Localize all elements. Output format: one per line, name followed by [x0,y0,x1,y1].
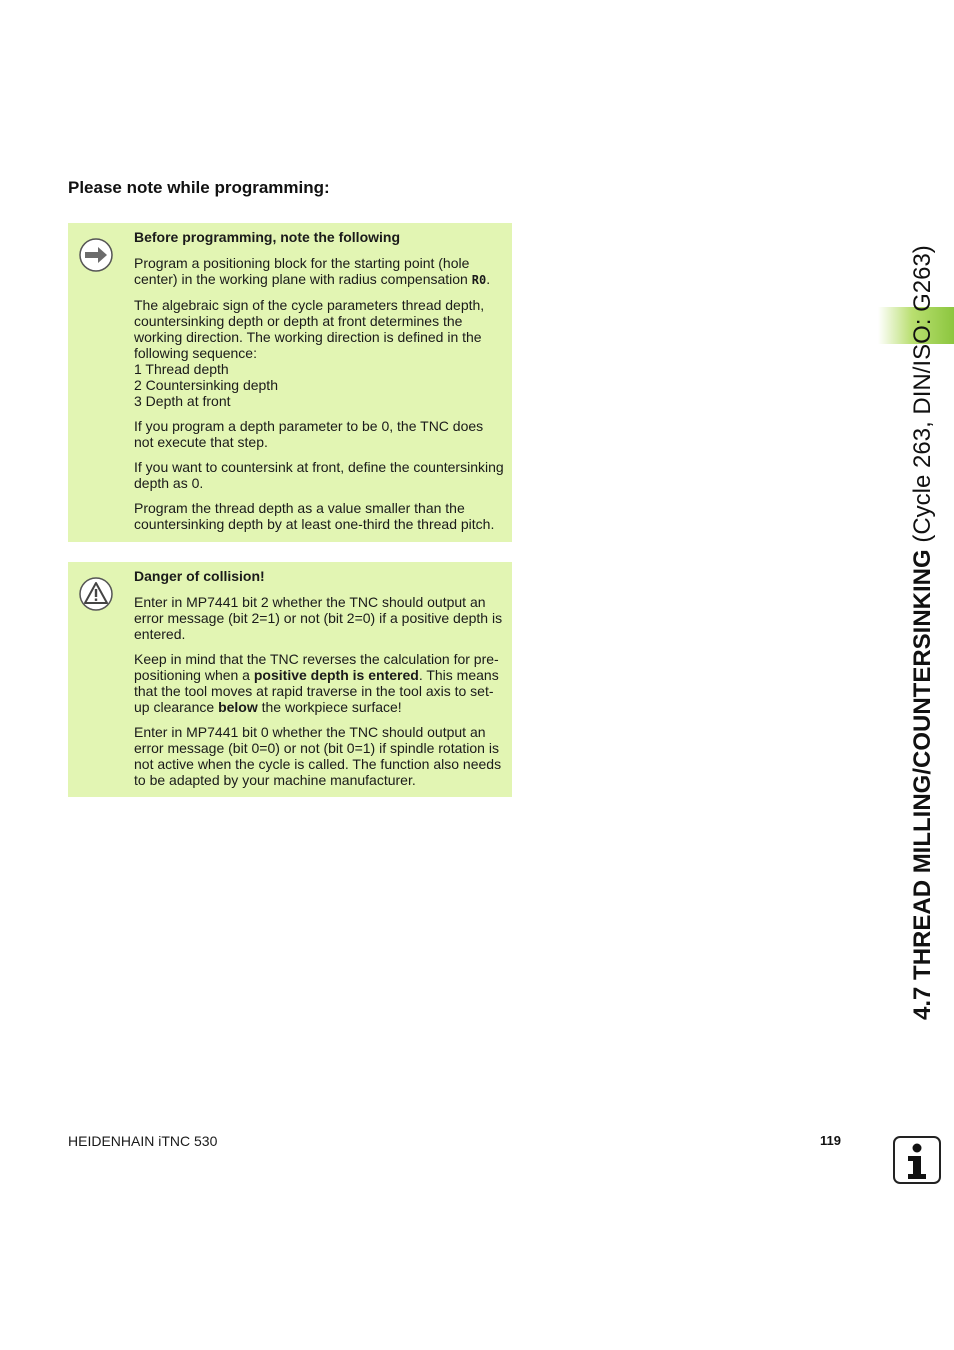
note-title: Danger of collision! [134,568,265,584]
note-paragraph [134,651,504,715]
note-paragraph: Enter in MP7441 bit 0 whether the TNC should output an error message (bit 0=0) or not (bit 0=1) if spindle rotation is not active when the cycle is called. The function also needs to be adapted by your machine manufacturer. [134,724,502,788]
bold-phrase: below [218,699,258,715]
note-paragraph: Program the thread depth as a value smaller than the countersinking depth by at least one-third the thread pitch. [134,500,495,532]
arrow-right-icon [78,237,114,273]
bold-phrase: positive depth is entered [253,667,419,683]
note-paragraph: If you want to countersink at front, define the countersinking depth as 0. [134,459,504,491]
note-box-programming [68,223,512,542]
note-paragraph-text: the workpiece surface! [257,699,402,715]
note-paragraph [134,255,504,288]
sequence-item: 3 Depth at front [134,393,231,409]
warning-triangle-icon [78,576,114,612]
page-number: 119 [820,1133,841,1148]
section-heading: Please note while programming: [68,178,330,197]
note-title: Before programming, note the following [134,229,400,245]
note-paragraph-text: Keep in mind that the TNC reverses the calculation for pre-positioning when a [134,651,499,683]
info-icon [893,1136,941,1184]
code-r0: R0 [471,273,487,287]
sequence-intro: The algebraic sign of the cycle parameters thread depth, countersinking depth or depth at front determines the working direction. The working direction is defined in the following sequence: [134,297,485,361]
note-text [134,229,504,541]
note-paragraph-end: . [486,271,491,287]
note-paragraph: If you program a depth parameter to be 0, the TNC does not execute that step. [134,418,484,450]
footer-product-name: HEIDENHAIN iTNC 530 [68,1133,218,1149]
note-paragraph-text: . This means that the tool moves at rapid traverse in the tool axis to set-up clearance [134,667,499,715]
chapter-title-normal: (Cycle 263, DIN/ISO: G263) [909,245,936,550]
sequence-item: 1 Thread depth [134,361,229,377]
note-paragraph [134,297,504,409]
sequence-item: 2 Countersinking depth [134,377,278,393]
chapter-title-bold: 4.7 THREAD MILLING/COUNTERSINKING [909,549,936,1020]
note-box-collision-warning [68,562,512,797]
note-text [134,568,504,797]
note-paragraph: Enter in MP7441 bit 2 whether the TNC should output an error message (bit 2=1) or not (bit 2=0) if a positive depth is entered. [134,594,503,642]
chapter-side-title [908,245,938,1020]
note-paragraph-text: Program a positioning block for the starting point (hole center) in the working plane with radius compensation [134,255,472,287]
